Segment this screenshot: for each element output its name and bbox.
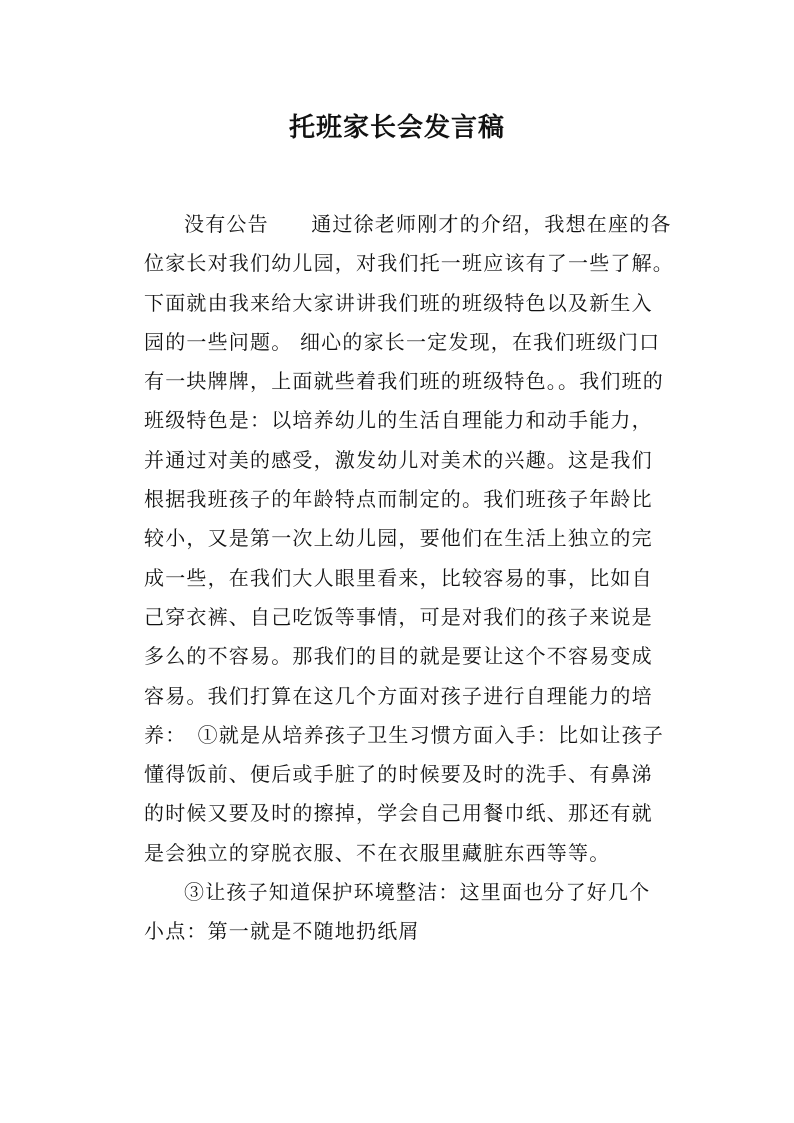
paragraph-line: 没有公告 通过徐老师刚才的介绍，我想在座的各 bbox=[184, 212, 672, 236]
paragraph-line: 的时候又要及时的擦掉，学会自己用餐巾纸、那还有就 bbox=[144, 801, 653, 826]
document-title: 托班家长会发言稿 bbox=[288, 113, 505, 143]
paragraph-line: 养： ①就是从培养孩子卫生习惯方面入手：比如让孩子 bbox=[144, 722, 664, 747]
paragraph-line: ③让孩子知道保护环境整洁：这里面也分了好几个 bbox=[184, 880, 651, 905]
document-body bbox=[144, 205, 684, 952]
paragraph-line: 下面就由我来给大家讲讲我们班的班级特色以及新生入 bbox=[144, 290, 653, 315]
paragraph-line: 较小，又是第一次上幼儿园，要他们在生活上独立的完 bbox=[144, 526, 653, 551]
paragraph-line: 多么的不容易。那我们的目的就是要让这个不容易变成 bbox=[144, 644, 653, 669]
paragraph-line: 小点：第一就是不随地扔纸屑 bbox=[144, 919, 420, 944]
paragraph-line: 班级特色是：以培养幼儿的生活自理能力和动手能力， bbox=[144, 408, 653, 433]
paragraph-line: 是会独立的穿脱衣服、不在衣服里藏脏东西等等。 bbox=[144, 840, 611, 865]
paragraph-line: 位家长对我们幼儿园，对我们托一班应该有了一些了解。 bbox=[144, 251, 674, 276]
paragraph-line: 根据我班孩子的年龄特点而制定的。我们班孩子年龄比 bbox=[144, 487, 653, 512]
paragraph-line: 己穿衣裤、自己吃饭等事情，可是对我们的孩子来说是 bbox=[144, 604, 653, 629]
paragraph-line: 成一些，在我们大人眼里看来，比较容易的事，比如自 bbox=[144, 565, 653, 590]
paragraph-line: 容易。我们打算在这几个方面对孩子进行自理能力的培 bbox=[144, 683, 653, 708]
paragraph-line: 并通过对美的感受，激发幼儿对美术的兴趣。这是我们 bbox=[144, 447, 653, 472]
paragraph-line: 园的一些问题。 细心的家长一定发现，在我们班级门口 bbox=[144, 329, 661, 354]
paragraph-line: 有一块牌牌，上面就些着我们班的班级特色。。我们班的 bbox=[144, 369, 664, 394]
paragraph-line: 懂得饭前、便后或手脏了的时候要及时的洗手、有鼻涕 bbox=[144, 762, 653, 787]
